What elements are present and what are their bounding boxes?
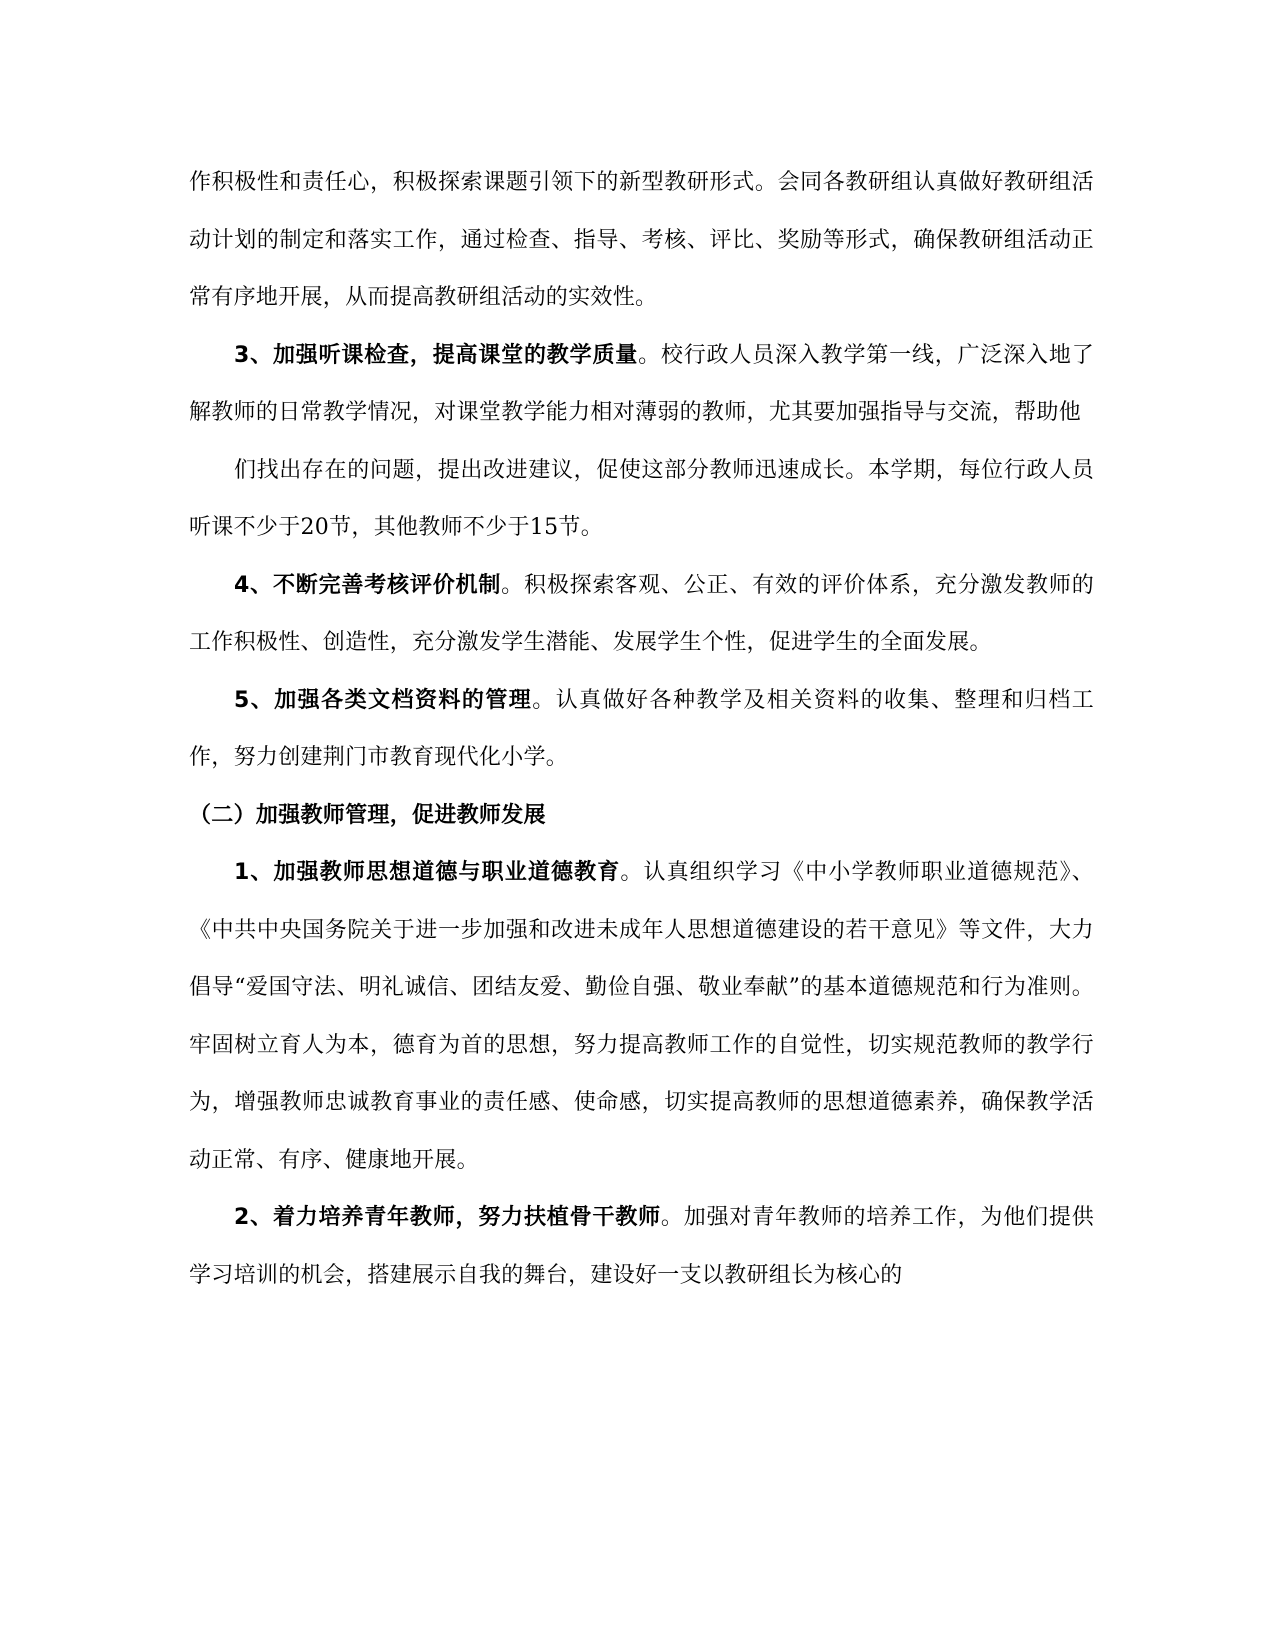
paragraph-lead: 1、加强教师思想道德与职业道德教育 xyxy=(234,860,621,885)
paragraph-lead: 2、着力培养青年教师，努力扶植骨干教师 xyxy=(234,1205,661,1230)
paragraph-text: 。认真组织学习《中小学教师职业道德规范》、《中共中央国务院关于进一步加强和改进未成年人思想道德建设的若干意见》等文件，大力倡导“爱国守法、明礼诚信、团结友爱、勤俭自强、敬业奉献”的基本道德规范和行为准则。牢固树立育人为本，德育为首的思想，努力提高教师工作的自觉性，切实规范教师的教学行为，增强教师忠诚教育事业的责任感、使命感，切实提高教师的思想道德素养，确保教学活动正常、有序、健康地开展。 xyxy=(189,860,1094,1173)
paragraph-item-5 xyxy=(189,672,1094,787)
paragraph-lead: 3、加强听课检查，提高课堂的教学质量 xyxy=(234,342,639,368)
paragraph-text: 。校行政人员深入教学第一线，广泛深入地了解教师的日常教学情况，对课堂教学能力相对薄弱的教师，尤其要加强指导与交流，帮助他 xyxy=(189,342,1094,425)
paragraph-lead: 5、加强各类文档资料的管理 xyxy=(234,687,533,713)
paragraph-item-2 xyxy=(189,1189,1094,1304)
paragraph-text: 。加强对青年教师的培养工作，为他们提供学习培训的机会，搭建展示自我的舞台，建设好一支以教研组长为核心的 xyxy=(189,1205,1095,1288)
paragraph-text: 。认真做好各种教学及相关资料的收集、整理和归档工作，努力创建荆门市教育现代化小学。 xyxy=(189,687,1094,770)
document-body xyxy=(189,154,1094,1304)
section-heading: （二）加强教师管理，促进教师发展 xyxy=(189,802,546,828)
paragraph-item-1 xyxy=(189,844,1094,1189)
paragraph-item-4 xyxy=(189,557,1094,672)
paragraph-lead: 4、不断完善考核评价机制 xyxy=(234,572,502,598)
paragraph-continuation xyxy=(189,154,1094,327)
paragraph-continuation xyxy=(189,442,1094,557)
paragraph-text: 们找出存在的问题，提出改进建议，促使这部分教师迅速成长。本学期，每位行政人员听课不少于20节，其他教师不少于15节。 xyxy=(189,457,1094,540)
paragraph-text: 。积极探索客观、公正、有效的评价体系，充分激发教师的工作积极性、创造性，充分激发学生潜能、发展学生个性，促进学生的全面发展。 xyxy=(189,572,1094,655)
paragraph-item-3 xyxy=(189,327,1094,442)
paragraph-text: 作积极性和责任心，积极探索课题引领下的新型教研形式。会同各教研组认真做好教研组活动计划的制定和落实工作，通过检查、指导、考核、评比、奖励等形式，确保教研组活动正常有序地开展，从而提高教研组活动的实效性。 xyxy=(189,170,1094,310)
